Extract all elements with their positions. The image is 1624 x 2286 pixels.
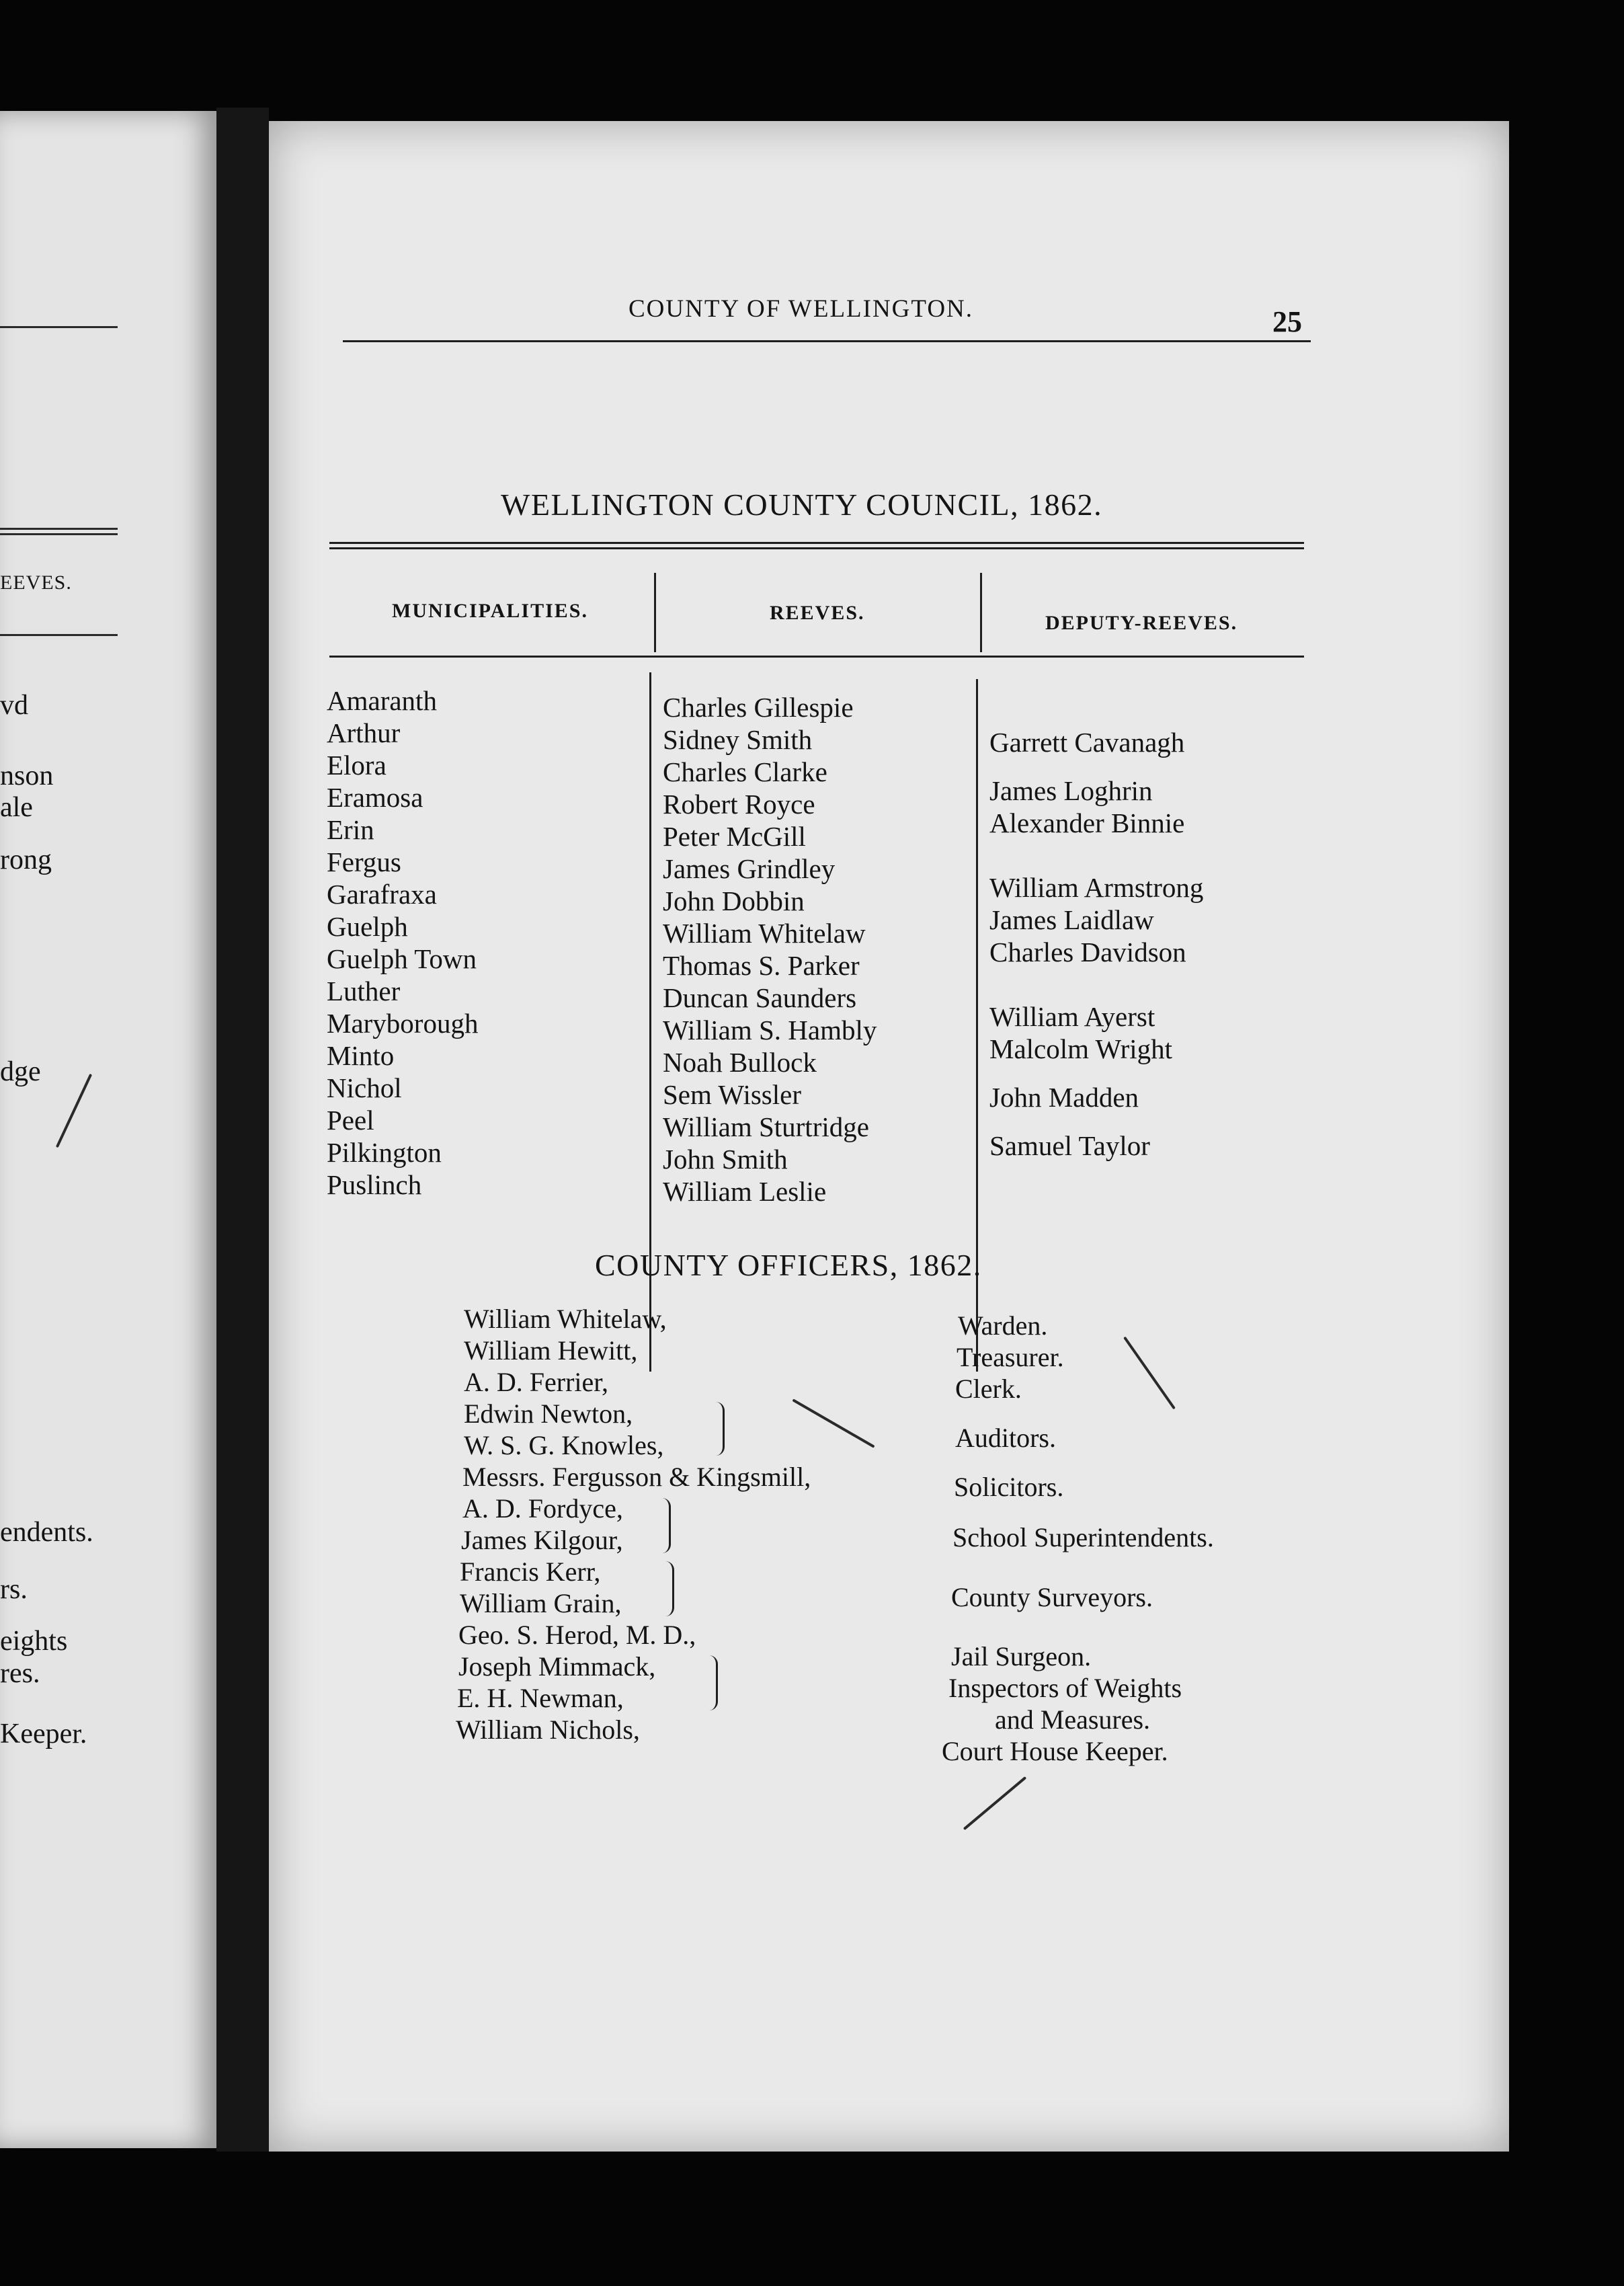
- book-gutter: [216, 108, 269, 2152]
- municipality: Arthur: [327, 717, 401, 748]
- municipality: Garafraxa: [327, 879, 437, 910]
- municipality: Guelph: [327, 911, 408, 942]
- left-text-fragment: dge: [0, 1056, 41, 1087]
- header-bottom-rule: [329, 656, 1304, 658]
- column-header-reeves: REEVES.: [770, 602, 865, 624]
- council-title: WELLINGTON COUNTY COUNCIL, 1862.: [501, 487, 1103, 522]
- deputy-reeve: James Laidlaw: [989, 904, 1154, 935]
- reeve: William Leslie: [663, 1176, 827, 1207]
- left-text-fragment: eights: [0, 1626, 68, 1657]
- deputy-reeve: Malcolm Wright: [989, 1033, 1173, 1064]
- deputy-reeve: Garrett Cavanagh: [989, 727, 1185, 758]
- municipality: Minto: [327, 1040, 395, 1071]
- officer-role: and Measures.: [995, 1704, 1151, 1735]
- deputy-reeve: John Madden: [989, 1082, 1139, 1113]
- reeve: Noah Bullock: [663, 1047, 817, 1078]
- left-text-fragment: ale: [0, 792, 33, 823]
- scratch-mark: [963, 1776, 1026, 1830]
- reeve: William Whitelaw: [663, 918, 866, 949]
- reeve: Robert Royce: [663, 789, 815, 820]
- reeve: Sidney Smith: [663, 724, 813, 755]
- header-rule: [343, 340, 1311, 342]
- officer-name: William Nichols,: [456, 1714, 640, 1745]
- deputy-reeve: Charles Davidson: [989, 937, 1186, 968]
- grouping-brace: [665, 1561, 674, 1616]
- officer-role: Clerk.: [955, 1374, 1022, 1404]
- page-number: 25: [1272, 305, 1302, 338]
- officer-name: William Grain,: [460, 1588, 622, 1618]
- officer-name: A. D. Ferrier,: [464, 1367, 608, 1397]
- reeve: William Sturtridge: [663, 1111, 869, 1142]
- header-column-divider: [980, 573, 982, 652]
- reeve: James Grindley: [663, 853, 836, 884]
- header-column-divider: [654, 573, 656, 652]
- officer-role: Court House Keeper.: [942, 1736, 1168, 1766]
- municipality: Puslinch: [327, 1169, 422, 1200]
- deputy-reeve: James Loghrin: [989, 775, 1153, 806]
- left-text-fragment: endents.: [0, 1517, 93, 1548]
- scratch-mark: [1123, 1337, 1176, 1410]
- scratch-mark: [792, 1398, 875, 1448]
- right-page: [269, 121, 1509, 2152]
- officer-role: County Surveyors.: [951, 1582, 1153, 1612]
- officers-title: COUNTY OFFICERS, 1862.: [595, 1248, 982, 1282]
- deputy-reeve: William Armstrong: [989, 872, 1204, 903]
- left-text-fragment: rs.: [0, 1574, 28, 1605]
- municipality: Pilkington: [327, 1137, 442, 1168]
- officer-name: E. H. Newman,: [457, 1683, 624, 1713]
- officer-role: Warden.: [958, 1310, 1048, 1341]
- officer-role: Auditors.: [955, 1423, 1056, 1453]
- grouping-brace: [716, 1402, 725, 1456]
- officer-name: James Kilgour,: [461, 1525, 623, 1555]
- municipality: Nichol: [327, 1072, 402, 1103]
- officer-name: W. S. G. Knowles,: [464, 1430, 664, 1460]
- reeve: Sem Wissler: [663, 1079, 802, 1110]
- reeve: John Dobbin: [663, 885, 805, 916]
- left-rule: [0, 528, 118, 530]
- left-text-fragment: vd: [0, 690, 28, 721]
- officer-role: Inspectors of Weights: [948, 1673, 1182, 1703]
- left-rule: [0, 326, 118, 328]
- left-column-header: EEVES.: [0, 572, 72, 594]
- municipality: Elora: [327, 750, 387, 781]
- grouping-brace: [662, 1498, 671, 1553]
- left-text-fragment: Keeper.: [0, 1719, 87, 1749]
- column-header-deputy-reeves: DEPUTY-REEVES.: [1045, 612, 1238, 634]
- left-rule: [0, 634, 118, 636]
- officer-name: A. D. Fordyce,: [462, 1493, 623, 1524]
- deputy-reeve: Alexander Binnie: [989, 807, 1185, 838]
- municipality: Guelph Town: [327, 943, 477, 974]
- officer-name: Messrs. Fergusson & Kingsmill,: [462, 1462, 811, 1492]
- officer-name: Joseph Mimmack,: [458, 1651, 656, 1682]
- grouping-brace: [709, 1655, 718, 1710]
- left-text-fragment: rong: [0, 844, 52, 875]
- municipality: Peel: [327, 1105, 374, 1136]
- officer-role: Jail Surgeon.: [951, 1641, 1092, 1671]
- municipalities-list: [327, 684, 478, 1201]
- running-head: COUNTY OF WELLINGTON.: [628, 295, 974, 323]
- table-top-rule: [329, 542, 1304, 544]
- left-text-fragment: res.: [0, 1658, 40, 1689]
- reeve: Peter McGill: [663, 821, 806, 852]
- municipality: Maryborough: [327, 1008, 479, 1039]
- officer-name: William Whitelaw,: [464, 1304, 667, 1334]
- reeve: John Smith: [663, 1144, 788, 1175]
- municipality: Eramosa: [327, 782, 423, 813]
- column-header-municipalities: MUNICIPALITIES.: [392, 600, 588, 622]
- left-page-fragment: [0, 111, 216, 2148]
- reeve: William S. Hambly: [663, 1015, 877, 1046]
- deputy-reeve: William Ayerst: [989, 1001, 1155, 1032]
- reeves-list: [663, 691, 877, 1208]
- left-text-fragment: nson: [0, 760, 54, 791]
- officer-name: Edwin Newton,: [464, 1398, 633, 1429]
- officer-name: Geo. S. Herod, M. D.,: [458, 1620, 696, 1650]
- left-rule: [0, 533, 118, 535]
- reeve: Charles Gillespie: [663, 692, 854, 723]
- reeve: Thomas S. Parker: [663, 950, 860, 981]
- officer-role: Solicitors.: [954, 1472, 1064, 1502]
- municipality: Luther: [327, 976, 401, 1007]
- reeve: Charles Clarke: [663, 756, 827, 787]
- municipality: Erin: [327, 814, 374, 845]
- reeve: Duncan Saunders: [663, 982, 857, 1013]
- officer-role: School Superintendents.: [952, 1522, 1214, 1552]
- deputy-reeve: Samuel Taylor: [989, 1130, 1150, 1161]
- officer-name: Francis Kerr,: [460, 1556, 601, 1587]
- officer-name: William Hewitt,: [464, 1335, 638, 1366]
- municipality: Amaranth: [327, 685, 437, 716]
- table-top-rule: [329, 547, 1304, 549]
- deputy-reeves-list: [989, 726, 1203, 1162]
- officer-role: Treasurer.: [957, 1342, 1064, 1372]
- municipality: Fergus: [327, 846, 401, 877]
